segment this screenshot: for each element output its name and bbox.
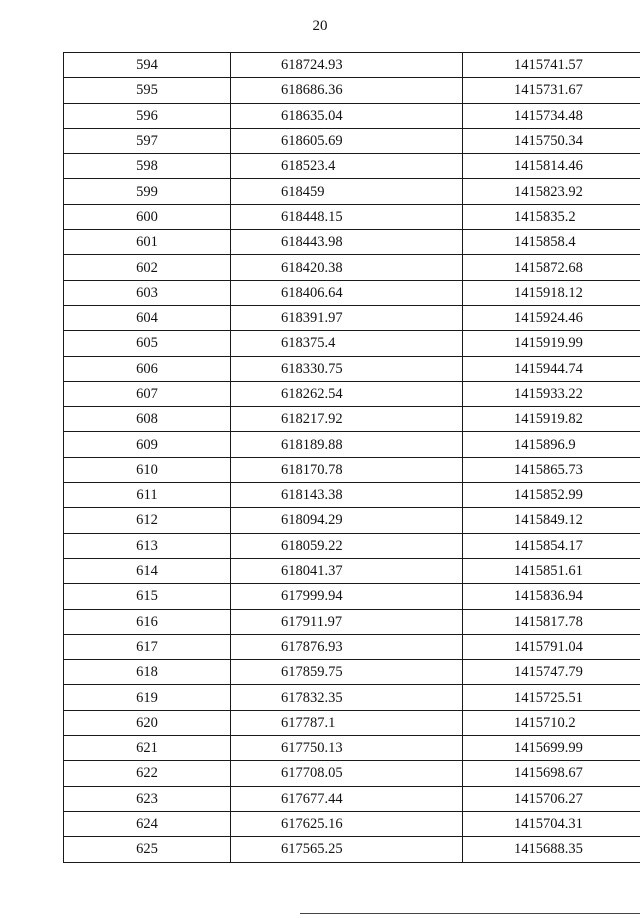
table-row	[64, 710, 640, 735]
table-row	[64, 736, 640, 761]
y-coordinate-cell: 1415823.92	[463, 179, 640, 204]
point-number-cell: 601	[64, 230, 231, 255]
table-row	[64, 811, 640, 836]
point-number-cell: 610	[64, 457, 231, 482]
y-coordinate-cell: 1415865.73	[463, 457, 640, 482]
point-number-cell: 612	[64, 508, 231, 533]
y-coordinate-cell: 1415791.04	[463, 634, 640, 659]
table-row	[64, 761, 640, 786]
x-coordinate-cell: 618724.93	[231, 53, 463, 78]
x-coordinate-cell: 618143.38	[231, 483, 463, 508]
coordinates-table-body	[64, 53, 640, 863]
point-number-cell: 603	[64, 280, 231, 305]
table-row	[64, 204, 640, 229]
x-coordinate-cell: 617832.35	[231, 685, 463, 710]
point-number-cell: 599	[64, 179, 231, 204]
y-coordinate-cell: 1415698.67	[463, 761, 640, 786]
point-number-cell: 597	[64, 128, 231, 153]
y-coordinate-cell: 1415731.67	[463, 78, 640, 103]
table-row	[64, 179, 640, 204]
table-row	[64, 305, 640, 330]
y-coordinate-cell: 1415836.94	[463, 584, 640, 609]
point-number-cell: 604	[64, 305, 231, 330]
coordinates-table	[63, 52, 640, 863]
y-coordinate-cell: 1415747.79	[463, 660, 640, 685]
x-coordinate-cell: 618217.92	[231, 407, 463, 432]
x-coordinate-cell: 618330.75	[231, 356, 463, 381]
point-number-cell: 624	[64, 811, 231, 836]
table-row	[64, 255, 640, 280]
table-row	[64, 483, 640, 508]
y-coordinate-cell: 1415919.99	[463, 331, 640, 356]
table-row	[64, 154, 640, 179]
table-row	[64, 432, 640, 457]
point-number-cell: 625	[64, 837, 231, 862]
point-number-cell: 618	[64, 660, 231, 685]
x-coordinate-cell: 618459	[231, 179, 463, 204]
point-number-cell: 621	[64, 736, 231, 761]
x-coordinate-cell: 618605.69	[231, 128, 463, 153]
y-coordinate-cell: 1415704.31	[463, 811, 640, 836]
point-number-cell: 616	[64, 609, 231, 634]
point-number-cell: 605	[64, 331, 231, 356]
point-number-cell: 613	[64, 533, 231, 558]
point-number-cell: 619	[64, 685, 231, 710]
x-coordinate-cell: 618420.38	[231, 255, 463, 280]
table-row	[64, 381, 640, 406]
x-coordinate-cell: 617911.97	[231, 609, 463, 634]
table-row	[64, 457, 640, 482]
point-number-cell: 622	[64, 761, 231, 786]
point-number-cell: 611	[64, 483, 231, 508]
table-row	[64, 558, 640, 583]
table-row	[64, 634, 640, 659]
table-row	[64, 837, 640, 862]
y-coordinate-cell: 1415851.61	[463, 558, 640, 583]
page-number: 20	[312, 18, 328, 34]
x-coordinate-cell: 618375.4	[231, 331, 463, 356]
x-coordinate-cell: 617565.25	[231, 837, 463, 862]
table-row	[64, 407, 640, 432]
x-coordinate-cell: 618094.29	[231, 508, 463, 533]
table-row	[64, 230, 640, 255]
y-coordinate-cell: 1415944.74	[463, 356, 640, 381]
x-coordinate-cell: 618391.97	[231, 305, 463, 330]
x-coordinate-cell: 617999.94	[231, 584, 463, 609]
table-row	[64, 103, 640, 128]
y-coordinate-cell: 1415699.99	[463, 736, 640, 761]
x-coordinate-cell: 618059.22	[231, 533, 463, 558]
y-coordinate-cell: 1415858.4	[463, 230, 640, 255]
y-coordinate-cell: 1415725.51	[463, 685, 640, 710]
y-coordinate-cell: 1415688.35	[463, 837, 640, 862]
point-number-cell: 623	[64, 786, 231, 811]
x-coordinate-cell: 618262.54	[231, 381, 463, 406]
y-coordinate-cell: 1415750.34	[463, 128, 640, 153]
x-coordinate-cell: 618635.04	[231, 103, 463, 128]
point-number-cell: 596	[64, 103, 231, 128]
y-coordinate-cell: 1415852.99	[463, 483, 640, 508]
y-coordinate-cell: 1415734.48	[463, 103, 640, 128]
x-coordinate-cell: 618686.36	[231, 78, 463, 103]
x-coordinate-cell: 617708.05	[231, 761, 463, 786]
y-coordinate-cell: 1415933.22	[463, 381, 640, 406]
x-coordinate-cell: 618448.15	[231, 204, 463, 229]
table-row	[64, 786, 640, 811]
table-row	[64, 331, 640, 356]
point-number-cell: 598	[64, 154, 231, 179]
table-row	[64, 533, 640, 558]
x-coordinate-cell: 617625.16	[231, 811, 463, 836]
x-coordinate-cell: 617750.13	[231, 736, 463, 761]
point-number-cell: 617	[64, 634, 231, 659]
y-coordinate-cell: 1415919.82	[463, 407, 640, 432]
point-number-cell: 614	[64, 558, 231, 583]
table-row	[64, 609, 640, 634]
point-number-cell: 607	[64, 381, 231, 406]
bottom-divider	[300, 913, 640, 914]
table-row	[64, 128, 640, 153]
x-coordinate-cell: 618443.98	[231, 230, 463, 255]
table-row	[64, 660, 640, 685]
x-coordinate-cell: 617787.1	[231, 710, 463, 735]
y-coordinate-cell: 1415706.27	[463, 786, 640, 811]
y-coordinate-cell: 1415835.2	[463, 204, 640, 229]
x-coordinate-cell: 618189.88	[231, 432, 463, 457]
point-number-cell: 608	[64, 407, 231, 432]
x-coordinate-cell: 617859.75	[231, 660, 463, 685]
x-coordinate-cell: 618523.4	[231, 154, 463, 179]
table-row	[64, 53, 640, 78]
x-coordinate-cell: 618170.78	[231, 457, 463, 482]
x-coordinate-cell: 618406.64	[231, 280, 463, 305]
y-coordinate-cell: 1415849.12	[463, 508, 640, 533]
y-coordinate-cell: 1415817.78	[463, 609, 640, 634]
point-number-cell: 609	[64, 432, 231, 457]
x-coordinate-cell: 617876.93	[231, 634, 463, 659]
y-coordinate-cell: 1415872.68	[463, 255, 640, 280]
table-row	[64, 280, 640, 305]
x-coordinate-cell: 618041.37	[231, 558, 463, 583]
y-coordinate-cell: 1415710.2	[463, 710, 640, 735]
point-number-cell: 600	[64, 204, 231, 229]
x-coordinate-cell: 617677.44	[231, 786, 463, 811]
y-coordinate-cell: 1415814.46	[463, 154, 640, 179]
table-row	[64, 685, 640, 710]
point-number-cell: 594	[64, 53, 231, 78]
point-number-cell: 615	[64, 584, 231, 609]
y-coordinate-cell: 1415896.9	[463, 432, 640, 457]
y-coordinate-cell: 1415854.17	[463, 533, 640, 558]
y-coordinate-cell: 1415924.46	[463, 305, 640, 330]
y-coordinate-cell: 1415918.12	[463, 280, 640, 305]
table-row	[64, 584, 640, 609]
point-number-cell: 606	[64, 356, 231, 381]
point-number-cell: 595	[64, 78, 231, 103]
table-row	[64, 508, 640, 533]
table-row	[64, 356, 640, 381]
y-coordinate-cell: 1415741.57	[463, 53, 640, 78]
table-row	[64, 78, 640, 103]
point-number-cell: 620	[64, 710, 231, 735]
point-number-cell: 602	[64, 255, 231, 280]
